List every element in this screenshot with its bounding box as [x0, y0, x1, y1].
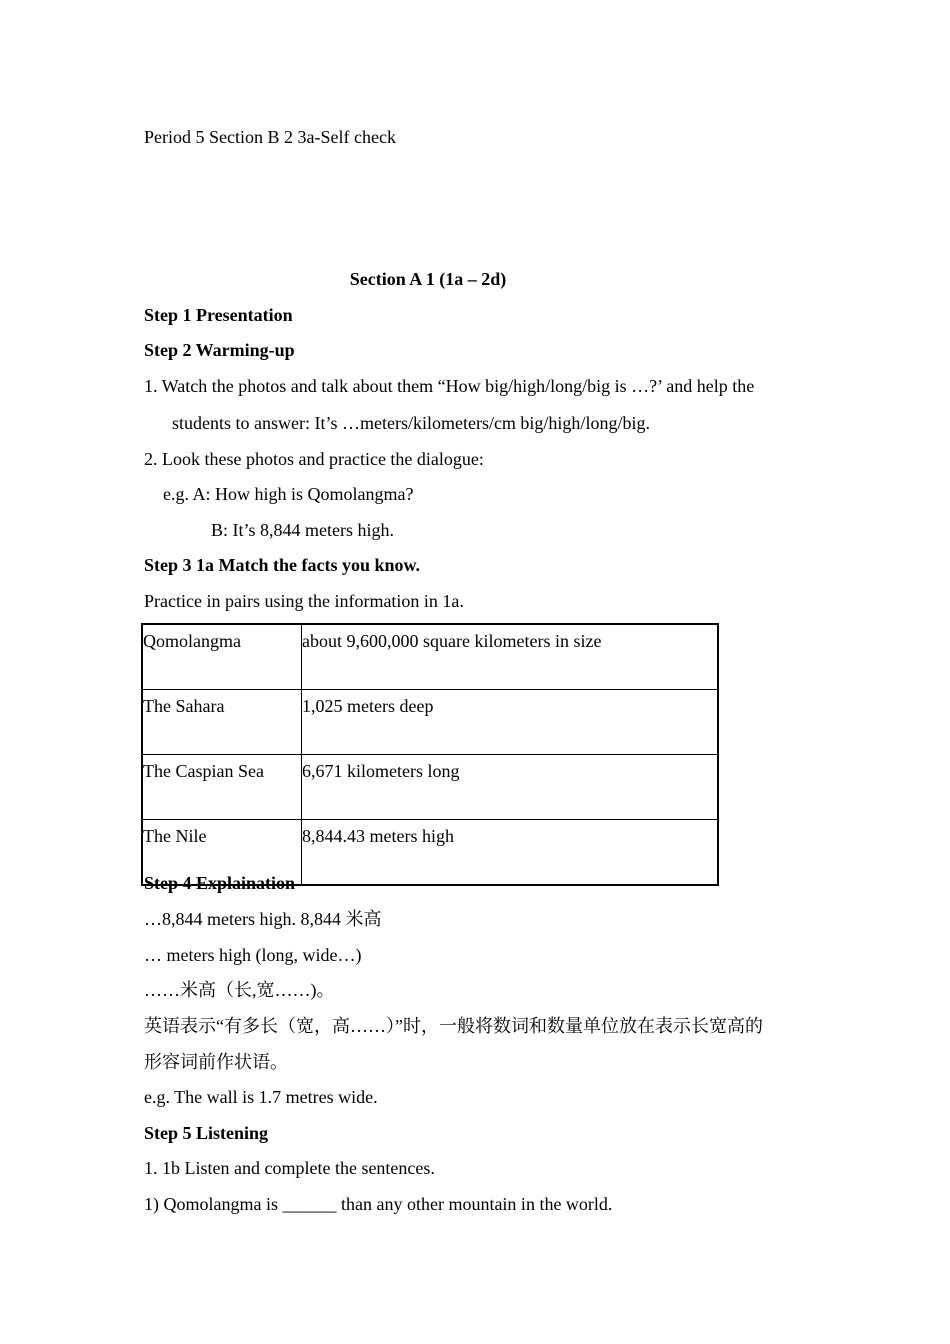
step4-line2: … meters high (long, wide…)	[144, 945, 362, 965]
table-cell-fact: 8,844.43 meters high	[302, 820, 719, 886]
step4-line1: …8,844 meters high. 8,844 米高	[144, 909, 382, 929]
table-cell-fact: 1,025 meters deep	[302, 690, 719, 755]
step5-question1: 1) Qomolangma is ______ than any other mountain in the world.	[144, 1194, 613, 1214]
step4-title: Step 4 Explaination	[144, 873, 296, 893]
table-row	[142, 690, 718, 755]
step3-instruction: Practice in pairs using the information in 1a.	[144, 591, 464, 611]
step1-title: Step 1 Presentation	[144, 305, 293, 325]
section-title: Section A 1 (1a – 2d)	[349, 269, 507, 289]
facts-table	[141, 623, 719, 886]
step5-item1: 1. 1b Listen and complete the sentences.	[144, 1158, 435, 1178]
table-row	[142, 624, 718, 690]
step4-example: e.g. The wall is 1.7 metres wide.	[144, 1087, 378, 1107]
table-cell-place: The Nile	[142, 820, 302, 886]
dialogue-line-a: e.g. A: How high is Qomolangma?	[163, 484, 414, 504]
table-row	[142, 755, 718, 820]
period-heading: Period 5 Section B 2 3a-Self check	[144, 127, 396, 147]
table-cell-place: The Sahara	[142, 690, 302, 755]
step4-line5: 形容词前作状语。	[144, 1052, 288, 1072]
step2-item2: 2. Look these photos and practice the dialogue:	[144, 449, 484, 469]
table-cell-place: Qomolangma	[142, 624, 302, 690]
step5-title: Step 5 Listening	[144, 1123, 269, 1143]
table-cell-place: The Caspian Sea	[142, 755, 302, 820]
table-cell-fact: about 9,600,000 square kilometers in size	[302, 624, 719, 690]
dialogue-line-b: B: It’s 8,844 meters high.	[211, 520, 394, 540]
step2-item1-line2: students to answer: It’s …meters/kilometers/cm big/high/long/big.	[172, 413, 650, 433]
step2-title: Step 2 Warming-up	[144, 340, 295, 360]
step3-title: Step 3 1a Match the facts you know.	[144, 555, 421, 575]
step4-line4: 英语表示“有多长（宽，高……）”时，一般将数词和数量单位放在表示长宽高的	[144, 1016, 763, 1036]
table-cell-fact: 6,671 kilometers long	[302, 755, 719, 820]
step2-item1-line1: 1. Watch the photos and talk about them “How big/high/long/big is …?’ and help the	[144, 376, 755, 396]
step4-line3: ……米高（长,宽……)。	[144, 980, 335, 1000]
